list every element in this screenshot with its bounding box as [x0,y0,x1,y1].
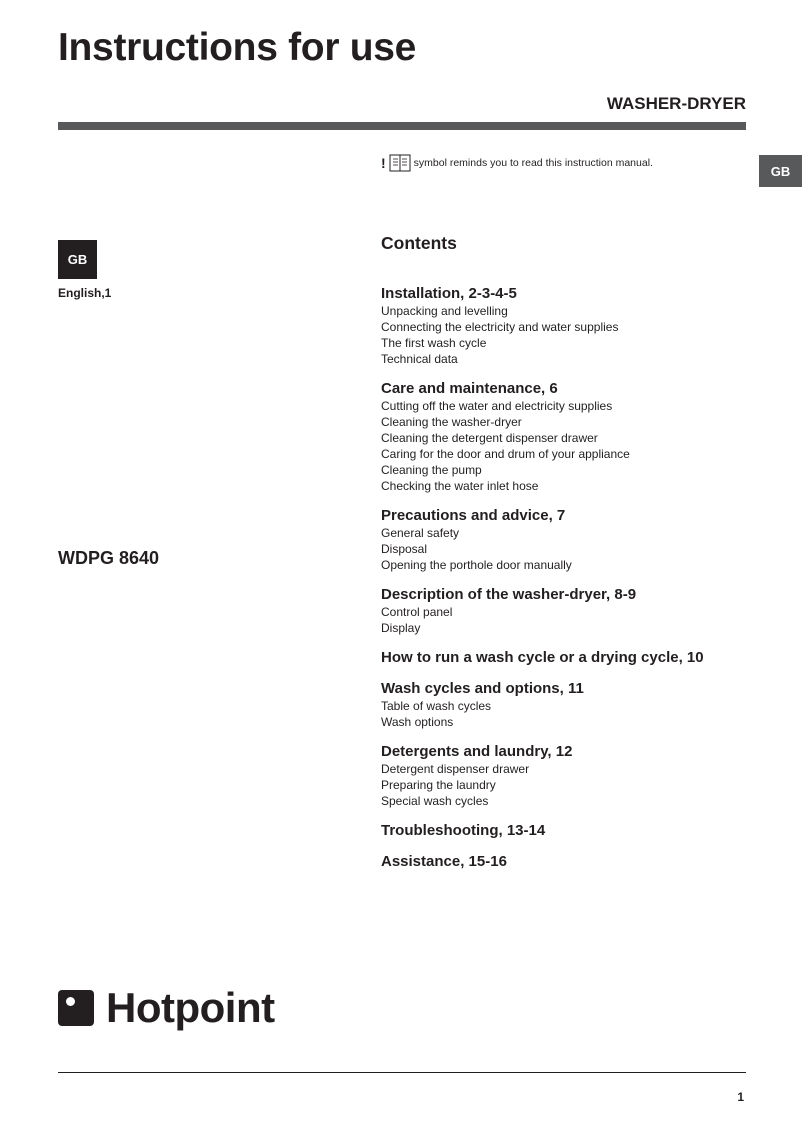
toc-section-heading[interactable]: Description of the washer-dryer, 8-9 [381,586,637,603]
toc-section [381,648,761,667]
toc-item[interactable]: Caring for the door and drum of your appliance [381,447,630,461]
toc-item[interactable]: The first wash cycle [381,336,487,350]
toc-item[interactable]: Connecting the electricity and water supplies [381,320,619,334]
toc-section-heading[interactable]: Installation, 2-3-4-5 [381,285,517,302]
hotpoint-logo [58,984,275,1032]
toc-item[interactable]: Detergent dispenser drawer [381,762,530,776]
toc-section [381,585,761,636]
toc-item[interactable]: Unpacking and levelling [381,304,508,318]
toc-section-heading[interactable]: Precautions and advice, 7 [381,507,566,524]
notice-text: symbol reminds you to read this instruction manual. [413,157,653,169]
toc-item[interactable]: Special wash cycles [381,794,489,808]
toc-section [381,742,761,809]
toc-section [381,379,761,494]
toc-item[interactable]: Wash options [381,715,454,729]
toc-item[interactable]: Checking the water inlet hose [381,479,539,493]
toc-item[interactable]: Cleaning the detergent dispenser drawer [381,431,598,445]
document-title: Instructions for use [58,26,417,69]
toc-section-heading[interactable]: Troubleshooting, 13-14 [381,822,546,839]
toc-section [381,679,761,730]
brand-name: Hotpoint [106,984,275,1031]
toc-item[interactable]: Opening the porthole door manually [381,558,572,572]
page-number: 1 [737,1090,744,1104]
toc-item[interactable]: Cleaning the washer-dryer [381,415,522,429]
toc-section-heading[interactable]: Wash cycles and options, 11 [381,680,584,697]
model-number: WDPG 8640 [58,548,160,568]
toc-item[interactable]: Table of wash cycles [381,699,492,713]
toc-section-heading[interactable]: Detergents and laundry, 12 [381,743,573,760]
toc-section-heading[interactable]: Assistance, 15-16 [381,853,507,870]
toc-section-heading[interactable]: Care and maintenance, 6 [381,380,558,397]
toc-section-heading[interactable]: How to run a wash cycle or a drying cycle, 10 [381,649,704,666]
manual-notice [381,154,653,172]
toc-section [381,852,761,871]
toc-section [381,506,761,573]
toc-item[interactable]: Cleaning the pump [381,463,482,477]
toc-item[interactable]: Technical data [381,352,458,366]
toc-item[interactable]: Cutting off the water and electricity supplies [381,399,613,413]
contents-title: Contents [381,233,457,253]
language-side-tab: GB [759,155,802,187]
toc-section [381,821,761,840]
manual-book-icon [389,154,411,172]
toc-section [381,284,761,367]
toc-item[interactable]: Disposal [381,542,428,556]
language-link-english[interactable]: English,1 [58,286,112,300]
toc-item[interactable]: General safety [381,526,460,540]
footer-rule [58,1072,746,1073]
warning-mark: ! [381,155,386,171]
toc-item[interactable]: Control panel [381,605,453,619]
toc-item[interactable]: Display [381,621,421,635]
table-of-contents [381,284,761,883]
language-badge: GB [58,240,97,279]
product-type-label: WASHER-DRYER [606,94,746,113]
toc-item[interactable]: Preparing the laundry [381,778,496,792]
header-rule [58,122,746,130]
hotpoint-logo-mark [58,990,94,1026]
